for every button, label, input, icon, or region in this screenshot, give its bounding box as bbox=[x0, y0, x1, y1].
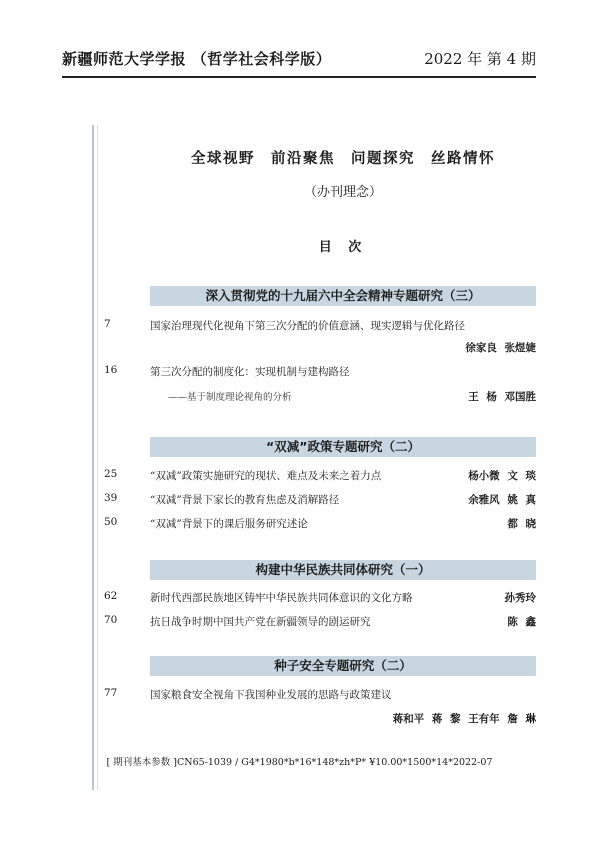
section-header: 种子安全专题研究（二） bbox=[150, 656, 536, 676]
article-title[interactable]: “双减”背景下的课后服务研究述论 bbox=[150, 518, 308, 530]
article-authors: 都 晓 bbox=[507, 518, 536, 530]
page-number: 70 bbox=[104, 614, 118, 626]
section-header: “双减”政策专题研究（二） bbox=[150, 437, 536, 457]
section-header: 构建中华民族共同体研究（一） bbox=[150, 560, 536, 580]
article-title[interactable]: 国家粮食安全视角下我国种业发展的思路与政策建议 bbox=[150, 689, 392, 701]
contents-heading: 目 次 bbox=[318, 240, 368, 255]
article-title[interactable]: “双减”政策实施研究的现状、难点及未来之着力点 bbox=[150, 470, 382, 482]
article-authors: 蒋和平 蒋 黎 王有年 詹 琳 bbox=[392, 713, 536, 725]
journal-title: 新疆师范大学学报 （哲学社会科学版） bbox=[62, 50, 332, 68]
article-title[interactable]: 国家治理现代化视角下第三次分配的价值意涵、现实逻辑与优化路径 bbox=[150, 320, 465, 332]
journal-parameters: [ 期刊基本参数 ]CN65-1039 / G4*1980*b*16*148*zh*P* ¥10.00*1500*14*2022-07 bbox=[106, 757, 493, 768]
article-authors: 孙秀玲 bbox=[504, 592, 536, 604]
page-number: 77 bbox=[104, 687, 118, 699]
page-number: 16 bbox=[104, 364, 118, 376]
article-title[interactable]: 抗日战争时期中国共产党在新疆领导的剧运研究 bbox=[150, 616, 371, 628]
page-number: 25 bbox=[104, 468, 118, 480]
header-rule bbox=[62, 76, 536, 78]
left-margin-bar-light bbox=[97, 125, 98, 790]
article-title[interactable]: “双减”背景下家长的教育焦虑及消解路径 bbox=[150, 494, 340, 506]
article-authors: 杨小微 文 琰 bbox=[468, 470, 536, 482]
page-number: 62 bbox=[104, 590, 118, 602]
left-margin-bar bbox=[92, 125, 94, 790]
article-title[interactable]: 第三次分配的制度化：实现机制与建构路径 bbox=[150, 366, 350, 378]
page-number: 50 bbox=[104, 516, 118, 528]
motto-caption: （办刊理念） bbox=[303, 185, 382, 200]
section-header: 深入贯彻党的十九届六中全会精神专题研究（三） bbox=[150, 286, 536, 306]
article-authors: 陈 鑫 bbox=[507, 616, 536, 628]
page-number: 39 bbox=[104, 492, 118, 504]
page-header bbox=[62, 48, 536, 70]
article-title[interactable]: 新时代西部民族地区铸牢中华民族共同体意识的文化方略 bbox=[150, 592, 413, 604]
article-authors: 徐家良 张煜婕 bbox=[465, 342, 536, 354]
issue-number: 2022 年 第 4 期 bbox=[424, 50, 536, 68]
article-subtitle: ——基于制度理论视角的分析 bbox=[168, 392, 292, 403]
page-number: 7 bbox=[104, 318, 111, 330]
article-authors: 余雅风 姚 真 bbox=[468, 494, 536, 506]
article-authors: 王 杨 邓国胜 bbox=[468, 391, 536, 403]
journal-motto: 全球视野 前沿聚焦 问题探究 丝路情怀 bbox=[191, 151, 495, 167]
